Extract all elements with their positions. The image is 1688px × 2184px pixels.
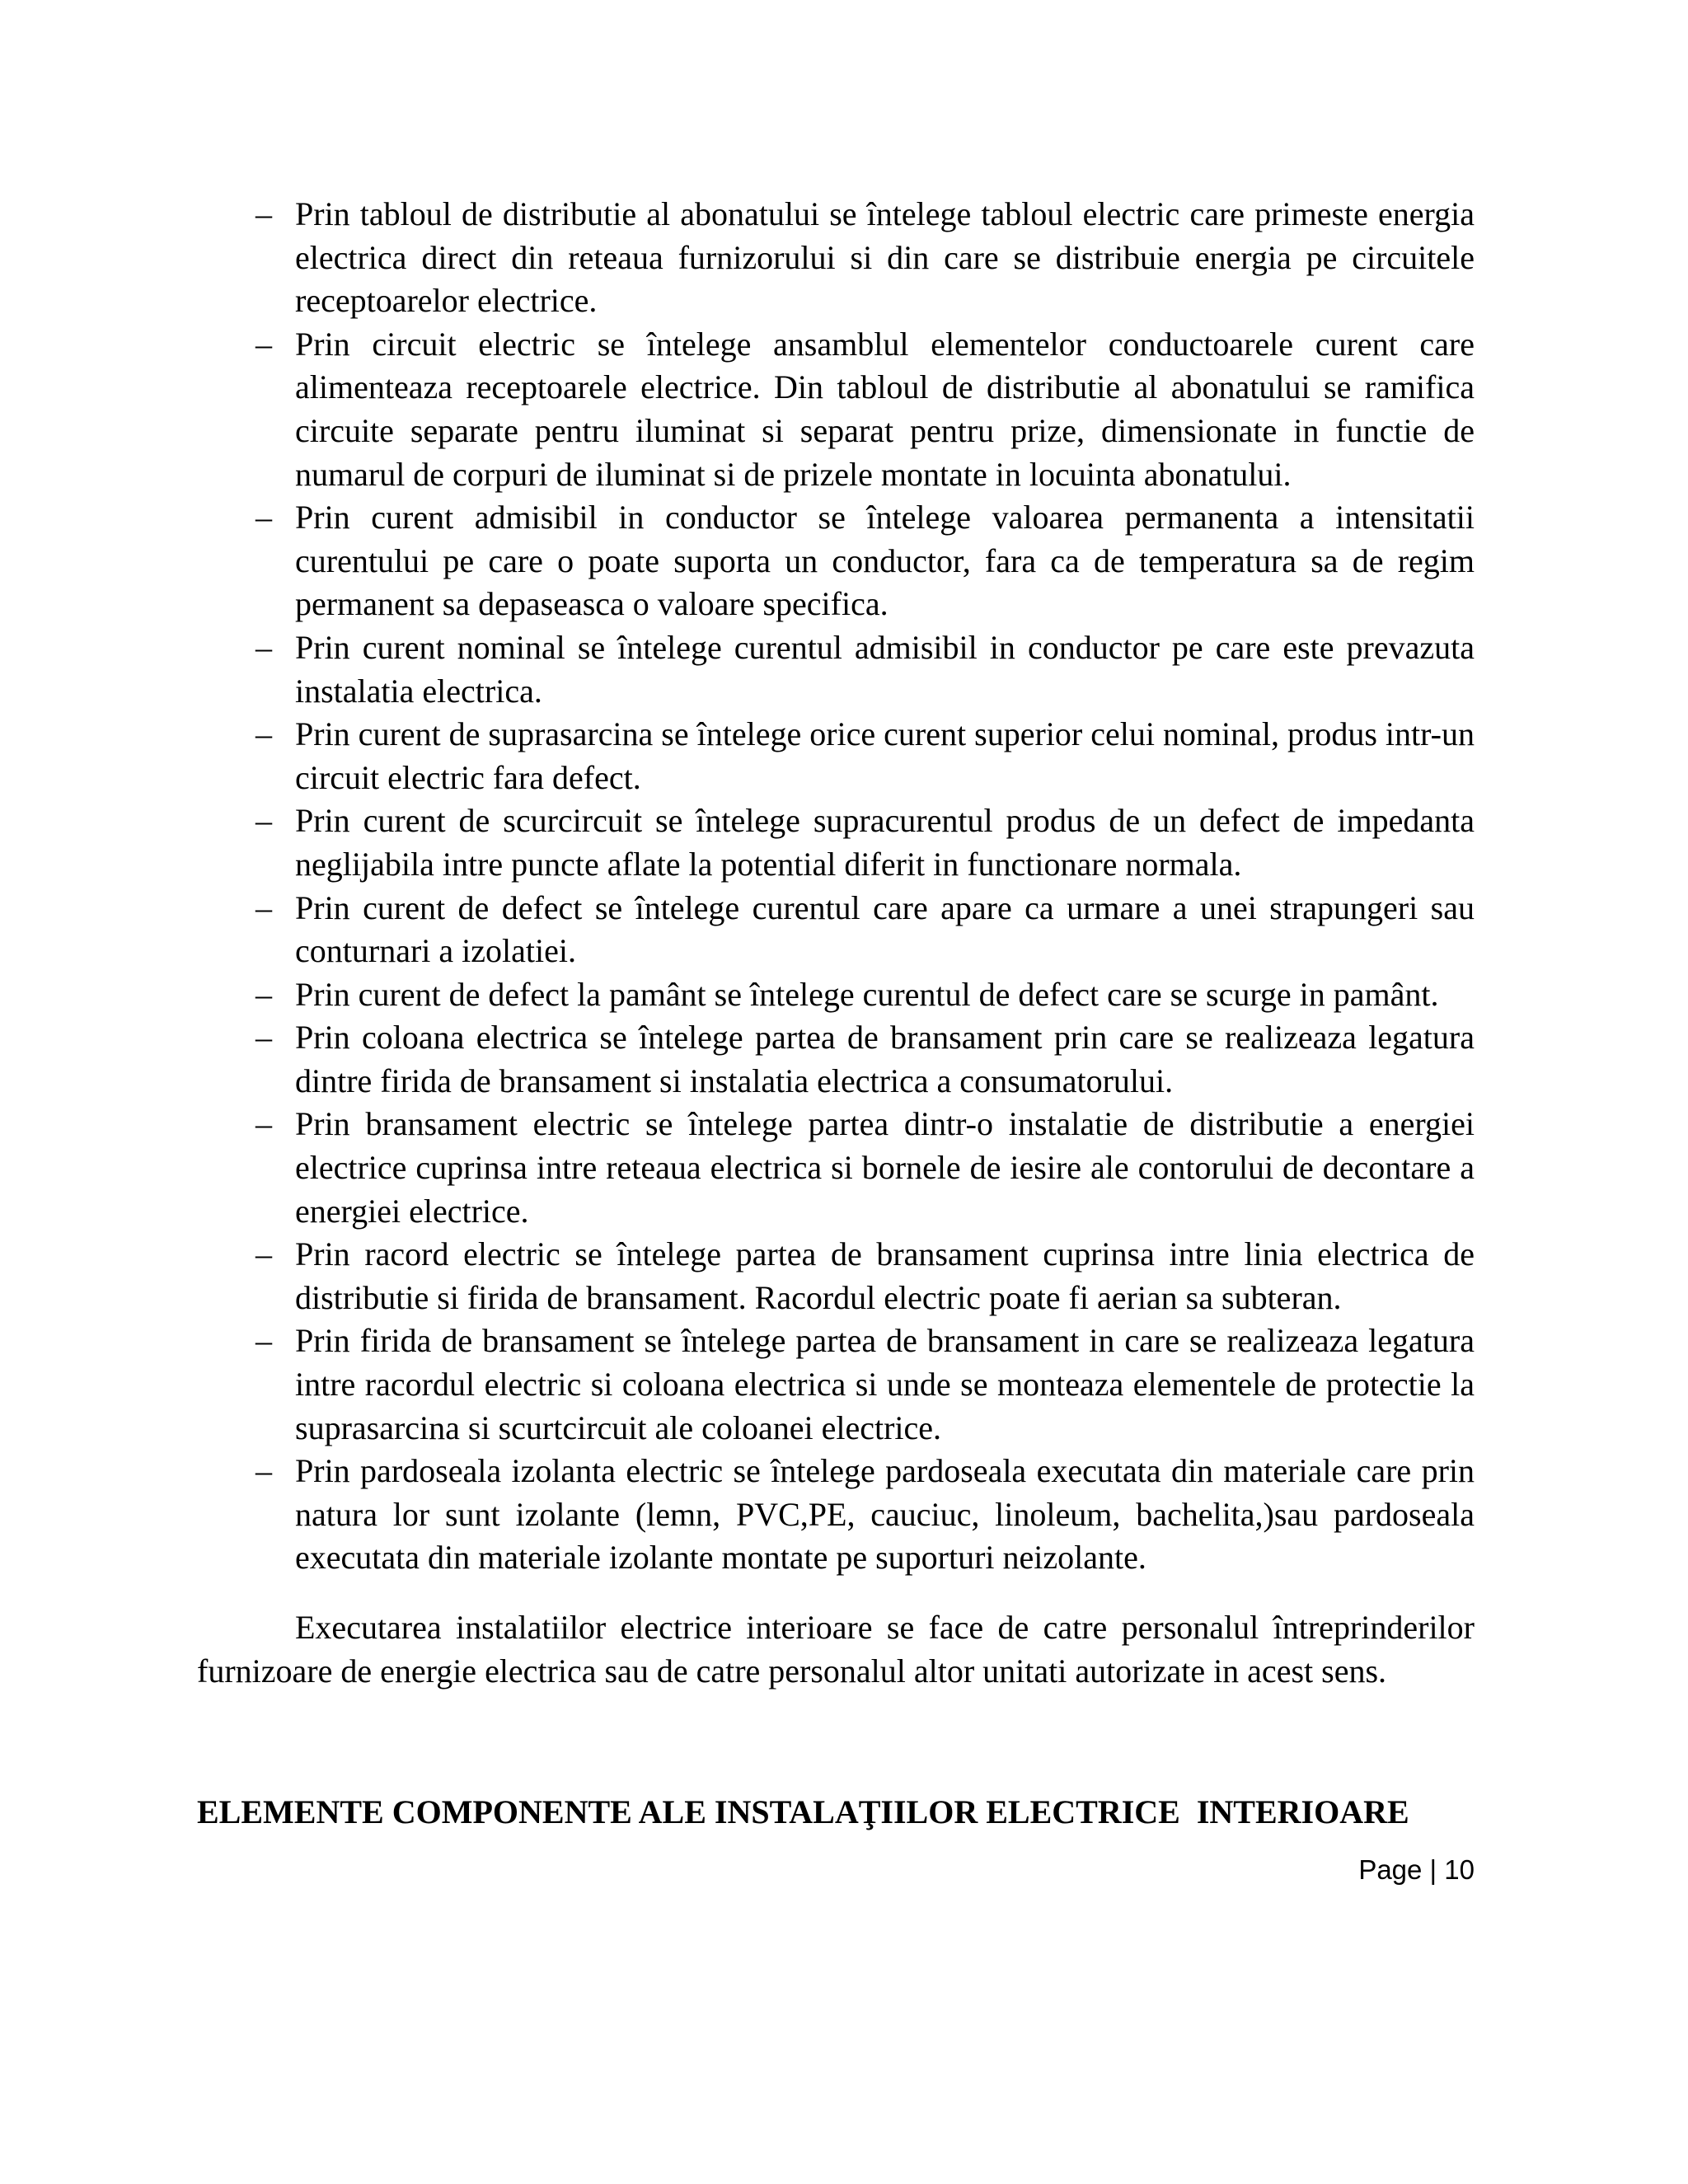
- bullet-dash: –: [256, 499, 272, 537]
- definition-item: [256, 1103, 1475, 1233]
- definition-item: [256, 799, 1475, 886]
- bullet-dash: –: [256, 975, 272, 1013]
- definition-item: [256, 323, 1475, 496]
- definition-line: Prin racord electric se întelege partea de bransament cuprinsa intre linia electrica de: [295, 1235, 1475, 1273]
- definition-line: Prin curent admisibil in conductor se întelege valoarea permanenta a intensitatii: [295, 499, 1475, 537]
- definition-line: circuite separate pentru iluminat si separat pentru prize, dimensionate in functie de: [295, 411, 1475, 449]
- definition-line: alimenteaza receptoarele electrice. Din tabloul de distributie al abonatului se ramifica: [295, 368, 1475, 406]
- bullet-dash: –: [256, 1452, 272, 1490]
- page-number-footer: Page | 10: [1358, 1854, 1475, 1885]
- body-paragraph: [197, 1606, 1475, 1693]
- definition-line: Prin curent de suprasarcina se întelege orice curent superior celui nominal, produs intr-un: [295, 715, 1475, 753]
- paragraph-line: furnizoare de energie electrica sau de catre personalul altor unitati autorizate in acest sens.: [197, 1652, 1387, 1690]
- definitions-list: [256, 193, 1475, 1580]
- definition-line: Prin bransament electric se întelege partea dintr-o instalatie de distributie a energiei: [295, 1105, 1475, 1143]
- definition-item: [256, 887, 1475, 973]
- definition-line: suprasarcina si scurtcircuit ale coloanei electrice.: [295, 1408, 942, 1446]
- definition-item: [256, 626, 1475, 713]
- definition-line: distributie si firida de bransament. Racordul electric poate fi aerian sa subteran.: [295, 1278, 1342, 1316]
- definition-item: [256, 1233, 1475, 1319]
- bullet-dash: –: [256, 715, 272, 753]
- definition-line: Prin pardoseala izolanta electric se întelege pardoseala executata din materiale care prin: [295, 1452, 1475, 1490]
- bullet-dash: –: [256, 325, 272, 363]
- definition-item: [256, 496, 1475, 626]
- bullet-dash: –: [256, 1322, 272, 1360]
- definition-line: neglijabila intre puncte aflate la potential diferit in functionare normala.: [295, 845, 1242, 883]
- definition-line: energiei electrice.: [295, 1192, 529, 1230]
- bullet-dash: –: [256, 628, 272, 666]
- definition-line: Prin curent de defect la pamânt se întelege curentul de defect care se scurge in pamânt.: [295, 975, 1439, 1013]
- bullet-dash: –: [256, 888, 272, 926]
- definition-line: Prin curent de defect se întelege curentul care apare ca urmare a unei strapungeri sau: [295, 888, 1475, 926]
- definition-line: electrica direct din reteaua furnizorului si din care se distribuie energia pe circuitele: [295, 238, 1475, 276]
- bullet-dash: –: [256, 1105, 272, 1143]
- definition-item: [256, 1319, 1475, 1450]
- definition-item: [256, 973, 1475, 1017]
- definition-line: instalatia electrica.: [295, 672, 542, 710]
- bullet-dash: –: [256, 1235, 272, 1273]
- definition-line: dintre firida de bransament si instalatia electrica a consumatorului.: [295, 1062, 1174, 1099]
- definition-line: conturnari a izolatiei.: [295, 932, 576, 970]
- bullet-dash: –: [256, 1019, 272, 1057]
- definition-item: [256, 713, 1475, 799]
- definition-line: Prin curent de scurcircuit se întelege supracurentul produs de un defect de impedanta: [295, 802, 1475, 840]
- bullet-dash: –: [256, 195, 272, 232]
- paragraph-line: Executarea instalatiilor electrice interioare se face de catre personalul întreprinderilor: [295, 1609, 1475, 1646]
- definition-line: numarul de corpuri de iluminat si de prizele montate in locuinta abonatului.: [295, 455, 1292, 493]
- definition-item: [256, 1450, 1475, 1580]
- definition-line: permanent sa depaseasca o valoare specifica.: [295, 585, 889, 623]
- definition-line: electrice cuprinsa intre reteaua electrica si bornele de iesire ale contorului de decontare a: [295, 1149, 1475, 1187]
- definition-line: receptoarelor electrice.: [295, 282, 598, 320]
- definition-line: natura lor sunt izolante (lemn, PVC,PE, cauciuc, linoleum, bachelita,)sau pardoseala: [295, 1495, 1475, 1533]
- definition-line: curentului pe care o poate suporta un conductor, fara ca de temperatura sa de regim: [295, 541, 1475, 579]
- definition-line: intre racordul electric si coloana electrica si unde se monteaza elementele de protectie la: [295, 1366, 1475, 1404]
- definition-line: Prin coloana electrica se întelege partea de bransament prin care se realizeaza legatura: [295, 1019, 1475, 1057]
- definition-item: [256, 193, 1475, 323]
- definition-line: Prin firida de bransament se întelege partea de bransament in care se realizeaza legatura: [295, 1322, 1475, 1360]
- definition-line: Prin circuit electric se întelege ansamblul elementelor conductoarele curent care: [295, 325, 1475, 363]
- definition-line: Prin tabloul de distributie al abonatului se întelege tabloul electric care primeste energia: [295, 195, 1475, 232]
- definition-item: [256, 1016, 1475, 1103]
- definition-line: circuit electric fara defect.: [295, 758, 641, 796]
- bullet-dash: –: [256, 802, 272, 840]
- section-heading: ELEMENTE COMPONENTE ALE INSTALAŢIILOR ELECTRICE INTERIOARE: [197, 1793, 1409, 1830]
- definition-line: executata din materiale izolante montate pe suporturi neizolante.: [295, 1539, 1146, 1577]
- definition-line: Prin curent nominal se întelege curentul admisibil in conductor pe care este prevazuta: [295, 628, 1475, 666]
